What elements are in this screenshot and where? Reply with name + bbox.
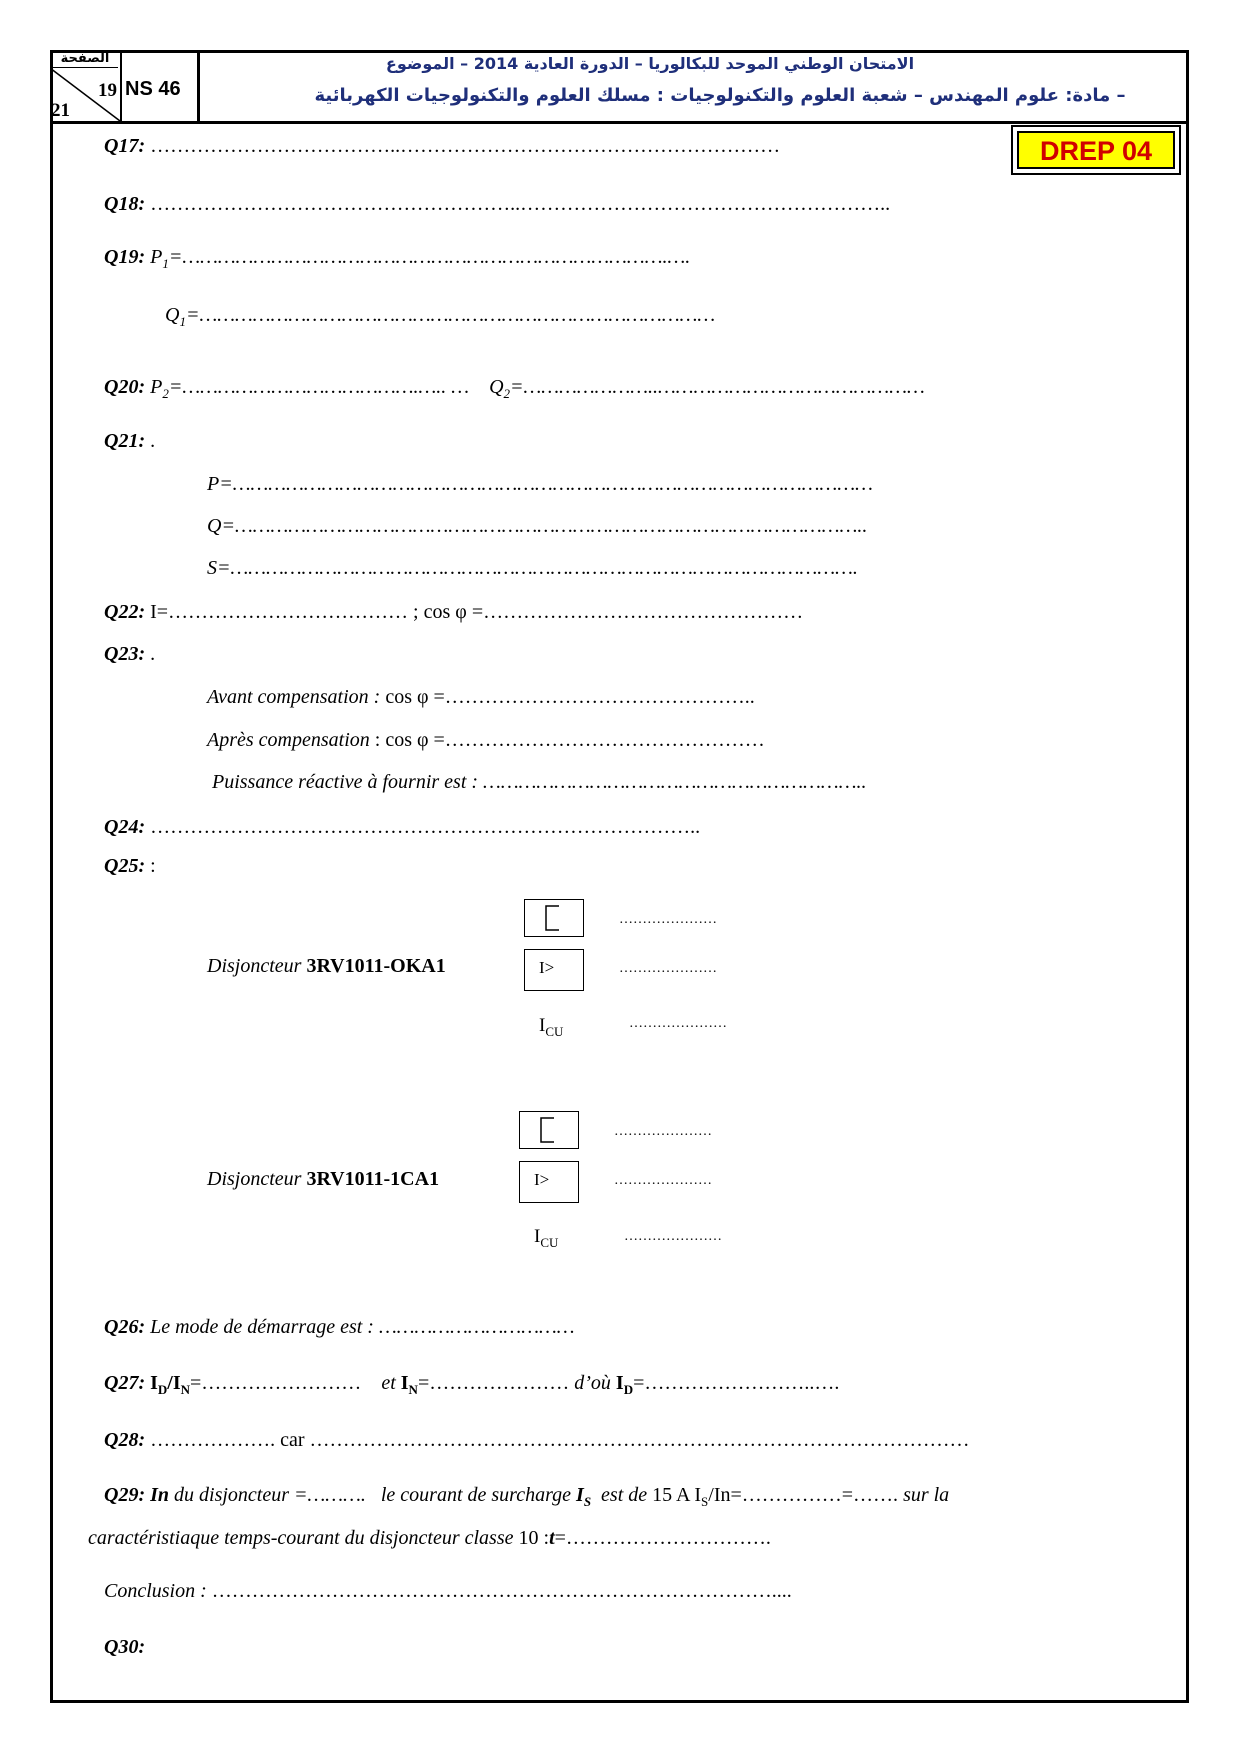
- breaker-1-dots-thermal[interactable]: …………………: [619, 912, 717, 927]
- cos-answer[interactable]: cos φ =…………………………………………: [423, 601, 804, 623]
- conclusion-dots[interactable]: …………………………………………………………………………....: [211, 1580, 792, 1602]
- q2-label: Q: [489, 376, 504, 398]
- car-label: car: [280, 1429, 305, 1451]
- answer-dots[interactable]: ………………………………..…………………………………………………: [150, 135, 781, 157]
- question-q22: [104, 601, 803, 624]
- question-q20: [104, 376, 925, 402]
- time-answer[interactable]: =………………………….: [554, 1527, 771, 1549]
- id-in-answer[interactable]: =……………………: [190, 1372, 362, 1394]
- thermal-trip-icon: [520, 1112, 580, 1150]
- q1-label: Q: [165, 304, 180, 326]
- breaker-2-dots-icu[interactable]: …………………: [624, 1229, 722, 1244]
- breaker-1-dots-magnetic[interactable]: …………………: [619, 961, 717, 976]
- breaker-prefix: Disjoncteur: [207, 1168, 307, 1190]
- answer-dots[interactable]: ………………………………………………..………………………………………………..: [150, 193, 891, 215]
- breaker-prefix: Disjoncteur: [207, 955, 307, 977]
- question-tail: .: [145, 430, 156, 452]
- exam-code: NS 46: [122, 50, 200, 121]
- question-label: Q26:: [104, 1316, 146, 1338]
- question-q25: [104, 855, 156, 878]
- breaker-1-dots-icu[interactable]: …………………: [629, 1016, 727, 1031]
- question-q28: [104, 1429, 970, 1452]
- conclusion-label: Conclusion :: [104, 1580, 212, 1602]
- question-label: Q23:: [104, 643, 146, 665]
- breaker-1-label: [207, 955, 446, 978]
- q21-q-answer[interactable]: Q=……………………………………………………………………………………………..: [207, 515, 868, 537]
- question-label: Q29:: [104, 1484, 146, 1506]
- page-frame: [50, 50, 1189, 1703]
- thermal-trip-icon: [525, 900, 585, 938]
- drep-badge: [1011, 125, 1181, 175]
- drep-badge-label: DREP 04: [1017, 131, 1175, 169]
- page-number: 19: [98, 80, 117, 101]
- answer-dots[interactable]: ……………….: [145, 1429, 281, 1451]
- q21-s-answer[interactable]: S=…………………………………………………………………………………………….: [207, 557, 858, 579]
- p2-subscript: 2: [162, 386, 169, 401]
- page-label: الصفحة: [52, 50, 118, 68]
- breaker-ref: 3RV1011-OKA1: [306, 955, 446, 977]
- in-answer[interactable]: du disjoncteur =……….: [169, 1484, 371, 1506]
- id-answer[interactable]: =……………………..….: [633, 1372, 840, 1394]
- reason-dots[interactable]: ………………………………………………………………………………………: [304, 1429, 970, 1451]
- question-label: Q18:: [104, 193, 146, 215]
- apres-answer[interactable]: : cos φ =…………………………………………: [369, 729, 765, 751]
- question-q19-q1: [165, 304, 715, 330]
- question-label: Q24:: [104, 816, 146, 838]
- question-label: Q28:: [104, 1429, 146, 1451]
- magnetic-symbol-box: [524, 949, 584, 991]
- avant-label: Avant compensation :: [207, 686, 386, 708]
- exam-header: [50, 50, 1189, 124]
- question-q18: [104, 193, 890, 216]
- q23-avant: [207, 686, 755, 709]
- magnetic-trip-label: I>: [534, 1170, 550, 1189]
- question-q19: [104, 246, 690, 272]
- question-label: Q27:: [104, 1372, 146, 1394]
- icu-label: $I_{CU}$: [539, 1015, 564, 1039]
- q23-apres: [207, 729, 765, 752]
- exam-title-line1: الامتحان الوطني الموحد للبكالوريا – الدورة العادية 2014 – الموضوع: [385, 54, 915, 73]
- question-q29-line2: caractéristiaque temps-courant du disjoncteur classe 10 :t=………………………….: [88, 1527, 771, 1549]
- answer-dots[interactable]: Le mode de démarrage est : ……………………………: [145, 1316, 575, 1338]
- question-q26: [104, 1316, 575, 1339]
- question-label: Q21:: [104, 430, 146, 452]
- question-label: Q30:: [104, 1636, 146, 1658]
- breaker-ref: 3RV1011-1CA1: [306, 1168, 440, 1190]
- question-label: Q25:: [104, 855, 146, 877]
- question-tail: .: [145, 643, 156, 665]
- apres-label: Après compensation: [207, 729, 370, 751]
- question-q30: [104, 1636, 145, 1659]
- thermal-symbol-box: [519, 1111, 579, 1149]
- p1-subscript: 1: [162, 256, 169, 271]
- breaker-2-label: [207, 1168, 439, 1191]
- breaker-2-dots-magnetic[interactable]: …………………: [614, 1173, 712, 1188]
- in-answer[interactable]: =…………………: [417, 1372, 575, 1394]
- question-label: Q19:: [104, 246, 146, 268]
- p2-answer[interactable]: =………………………………….….. …: [168, 376, 470, 398]
- question-tail: :: [145, 855, 156, 877]
- question-label: Q22:: [104, 601, 146, 623]
- q2-subscript: 2: [503, 386, 511, 401]
- p1-label: P: [150, 246, 163, 268]
- question-label: Q17:: [104, 135, 146, 157]
- p2-label: P: [150, 376, 163, 398]
- page-number-cell: [50, 50, 122, 121]
- exam-title-line2: – مادة: علوم المهندس – شعبة العلوم والتكنولوجيات : مسلك العلوم والتكنولوجيات الكهربائية: [314, 85, 1126, 106]
- answer-dots[interactable]: ………………………………………………………………………..: [150, 816, 701, 838]
- q21-p-answer[interactable]: P=………………………………………………………………………………………………: [207, 473, 873, 495]
- question-q29: Q29: In du disjoncteur =………. le courant de surcharge $I_S$ est de 15 A $I_S/In=\dots\dots\dots\dots\dots=\dots\dots$. sur la: [104, 1484, 950, 1509]
- q1-answer[interactable]: =……………………………………………………………………………: [185, 304, 716, 326]
- thermal-symbol-box: [524, 899, 584, 937]
- ratio-answer[interactable]: /In=……………=…….: [708, 1484, 904, 1506]
- question-q27: Q27: $I_D/I_N=\dots\dots\dots\dots\dots\dots\dots\dots$ et $I_N=\dots\dots\dots\dots\dots\dots\dots$ d’où $I_D=\dots\dots\dots\dots\dots\dots\dots\dots..\dots$.: [104, 1372, 840, 1397]
- magnetic-trip-label: I>: [539, 958, 555, 977]
- question-q23: [104, 643, 155, 666]
- q1-subscript: 1: [179, 314, 186, 329]
- q23-puissance[interactable]: Puissance réactive à fournir est : ………………………………………………………..: [212, 771, 867, 793]
- p1-answer[interactable]: =……………………………………………………………………….….: [168, 246, 691, 268]
- icu-label: $I_{CU}$: [534, 1226, 559, 1250]
- question-q24: [104, 816, 700, 839]
- breaker-2-dots-thermal[interactable]: …………………: [614, 1124, 712, 1139]
- conclusion: [104, 1580, 792, 1603]
- page-total: 21: [51, 100, 70, 121]
- i-answer[interactable]: I=……………………………… ;: [150, 601, 424, 623]
- question-q21: [104, 430, 155, 453]
- q2-answer[interactable]: =…………………..………………………………………: [510, 376, 925, 398]
- magnetic-symbol-box: [519, 1161, 579, 1203]
- avant-answer[interactable]: cos φ =………………………………………..: [385, 686, 755, 708]
- question-label: Q20:: [104, 376, 146, 398]
- question-q17: [104, 135, 780, 158]
